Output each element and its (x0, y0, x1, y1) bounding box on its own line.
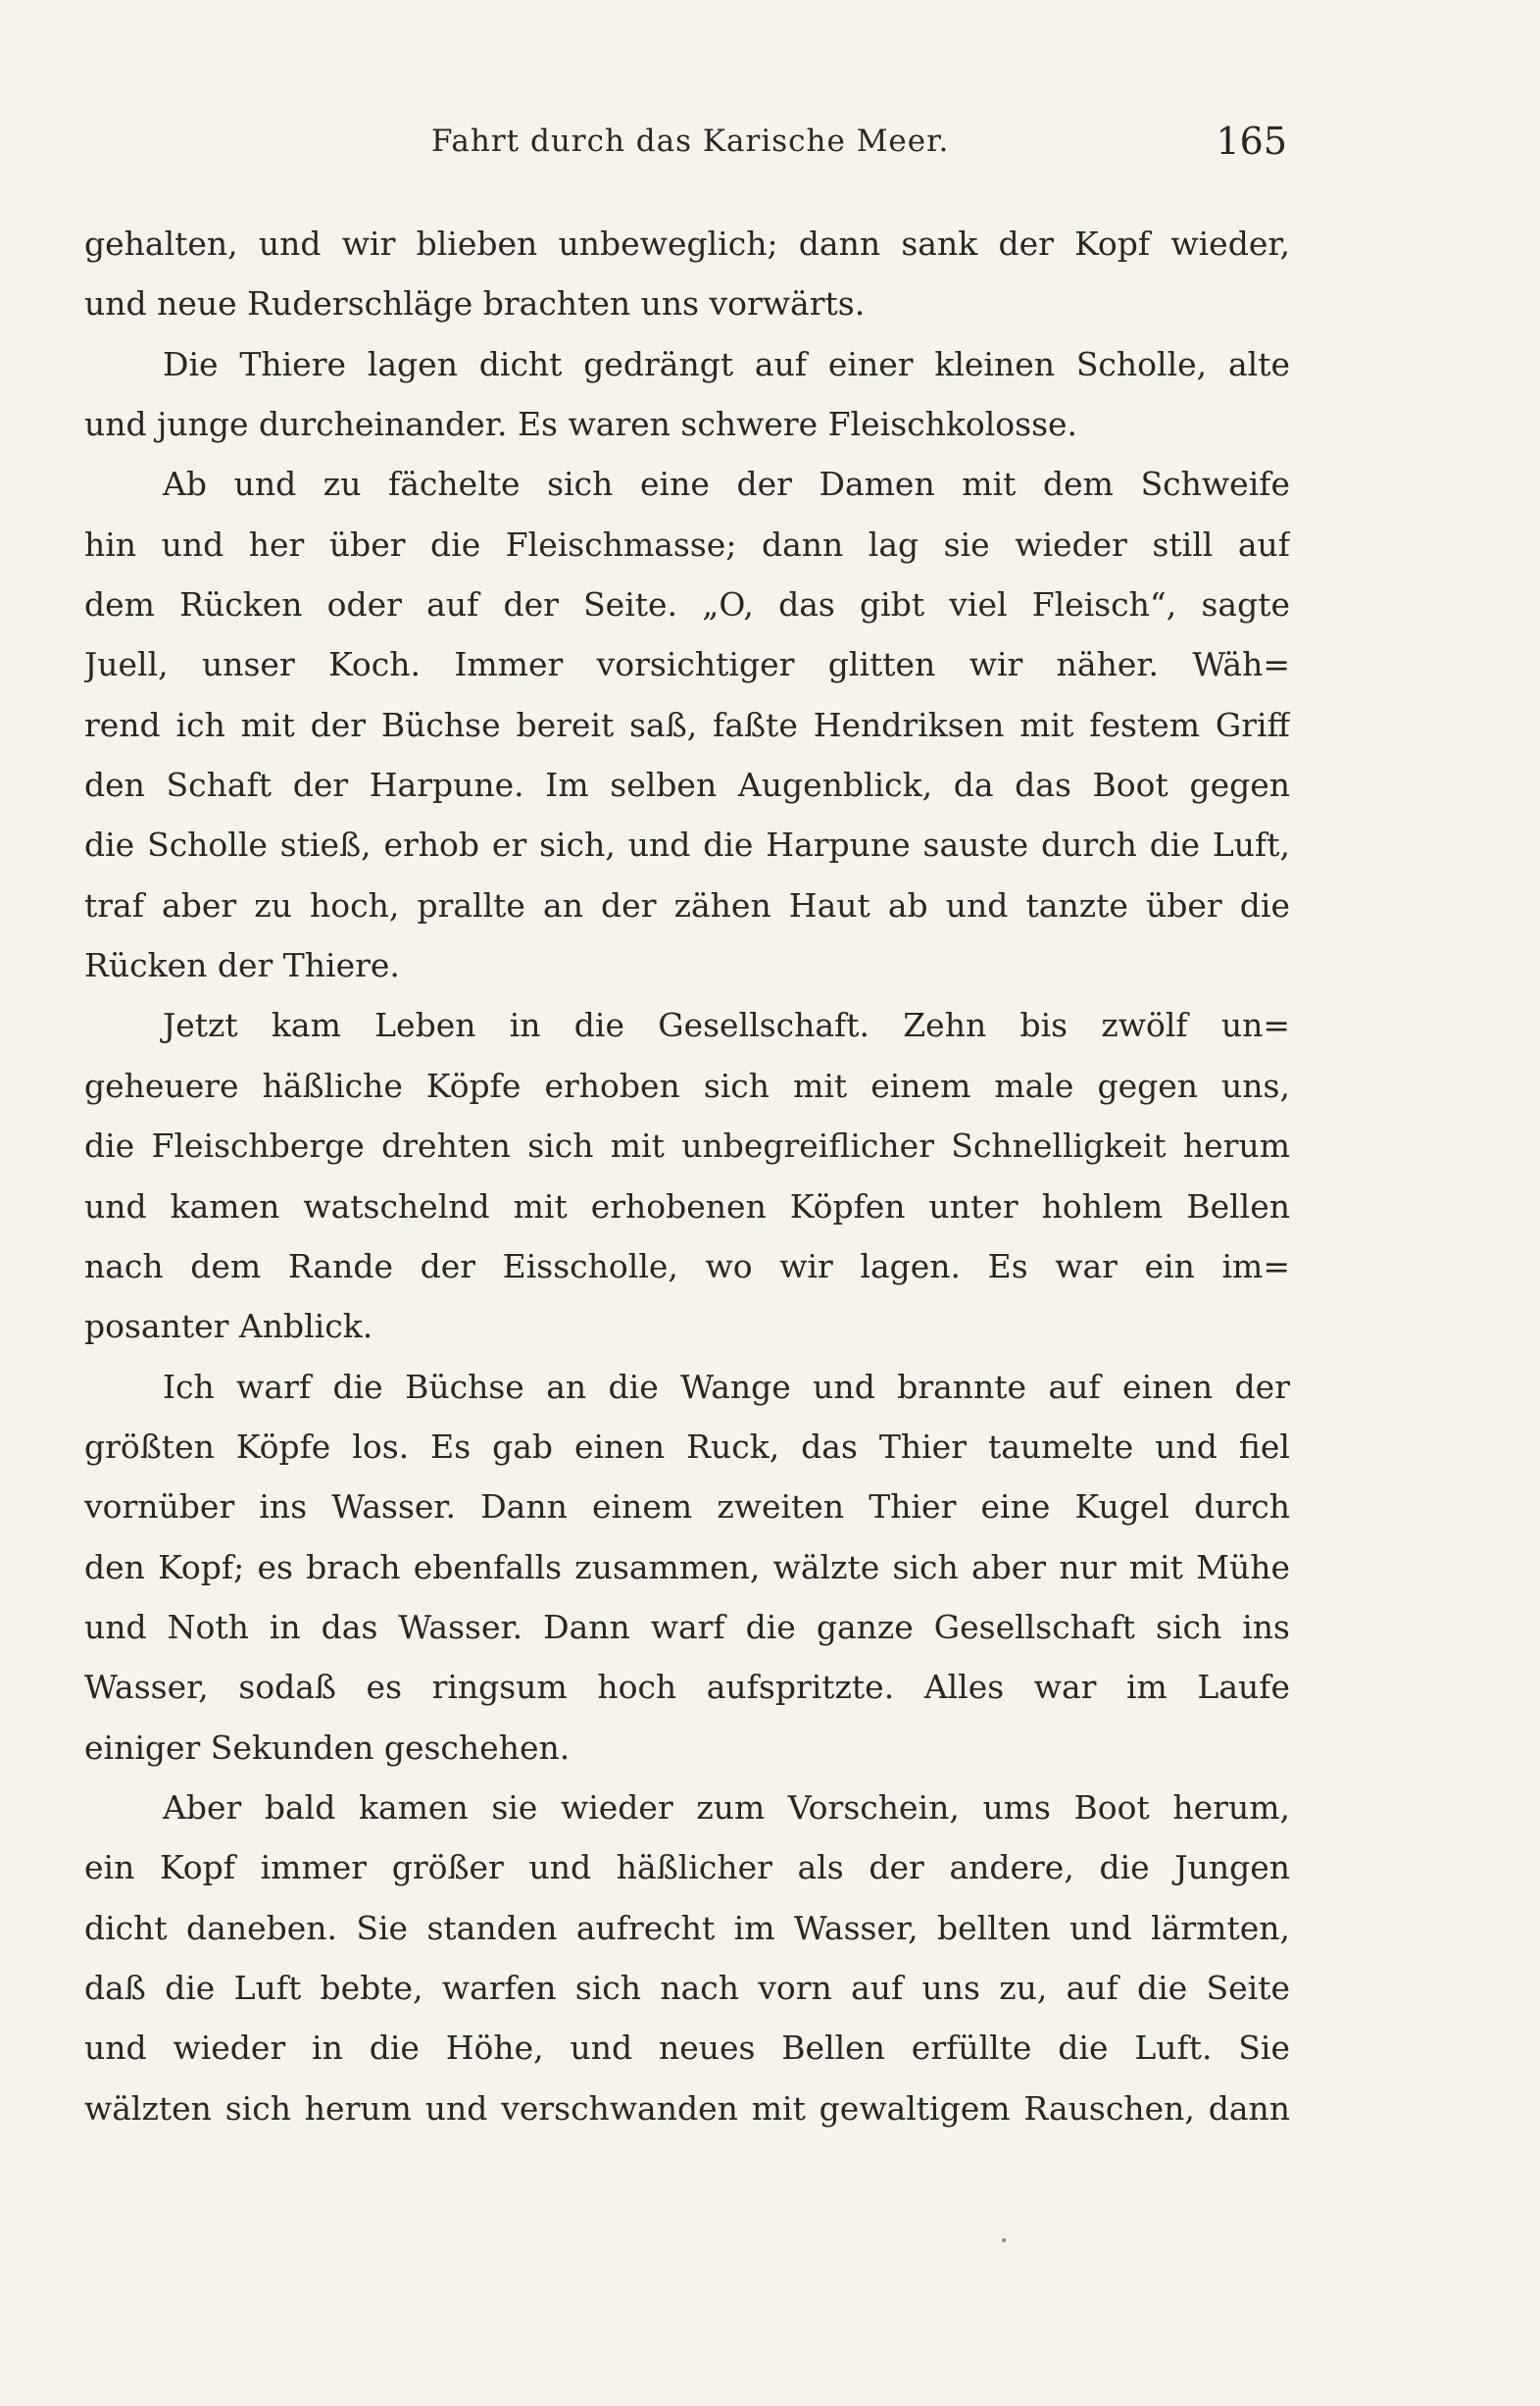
text-line: Jetzt kam Leben in die Gesellschaft. Zehn bis zwölf un= (163, 1006, 1290, 1045)
text-line: und junge durcheinander. Es waren schwere Fleischkolosse. (84, 405, 1078, 444)
text-line: nach dem Rande der Eisscholle, wo wir lagen. Es war ein im= (84, 1246, 1290, 1285)
text-line: die Fleischberge drehten sich mit unbegreiflicher Schnelligkeit herum (84, 1127, 1290, 1166)
text-line: Aber bald kamen sie wieder zum Vorschein, ums Boot herum, (163, 1787, 1290, 1827)
text-line: Die Thiere lagen dicht gedrängt auf einer kleinen Scholle, alte (163, 344, 1290, 383)
text-line: und Noth in das Wasser. Dann warf die ganze Gesellschaft sich ins (84, 1607, 1290, 1646)
text-line: wälzten sich herum und verschwanden mit gewaltigem Rauschen, dann (84, 2088, 1290, 2128)
text-line: dicht daneben. Sie standen aufrecht im Wasser, bellten und lärmten, (84, 1908, 1290, 1947)
running-title: Fahrt durch das Karische Meer. (431, 124, 950, 159)
text-line: Juell, unser Koch. Immer vorsichtiger glitten wir näher. Wäh= (84, 645, 1290, 684)
body-text (84, 214, 1290, 2138)
text-line: und neue Ruderschläge brachten uns vorwärts. (84, 284, 866, 324)
text-line: rend ich mit der Büchse bereit saß, faßte Hendriksen mit festem Griff (84, 705, 1290, 744)
text-line: den Schaft der Harpune. Im selben Augenblick, da das Boot gegen (84, 766, 1290, 805)
text-line: Rücken der Thiere. (84, 946, 400, 985)
text-line: und wieder in die Höhe, und neues Bellen erfüllte die Luft. Sie (84, 2029, 1290, 2068)
text-line: Ich warf die Büchse an die Wange und brannte auf einen der (163, 1367, 1290, 1406)
text-line: dem Rücken oder auf der Seite. „O, das gibt viel Fleisch“, sagte (84, 585, 1290, 625)
text-line: Ab und zu fächelte sich eine der Damen mit dem Schweife (163, 465, 1290, 504)
text-line: hin und her über die Fleischmasse; dann lag sie wieder still auf (84, 525, 1290, 564)
text-line: daß die Luft bebte, warfen sich nach vorn auf uns zu, auf die Seite (84, 1968, 1290, 2007)
text-line: gehalten, und wir blieben unbeweglich; dann sank der Kopf wieder, (84, 225, 1290, 263)
text-line: die Scholle stieß, erhob er sich, und die Harpune sauste durch die Luft, (84, 826, 1290, 865)
text-line: posanter Anblick. (84, 1307, 373, 1346)
text-line: Wasser, sodaß es ringsum hoch aufspritzte. Alles war im Laufe (84, 1668, 1290, 1707)
text-line: größten Köpfe los. Es gab einen Ruck, das Thier taumelte und fiel (84, 1427, 1290, 1466)
text-line: traf aber zu hoch, prallte an der zähen Haut ab und tanzte über die (84, 885, 1290, 925)
paper-speck (1002, 2238, 1006, 2242)
text-line: ein Kopf immer größer und häßlicher als der andere, die Jungen (84, 1848, 1290, 1887)
text-line: und kamen watschelnd mit erhobenen Köpfen unter hohlem Bellen (84, 1186, 1290, 1226)
text-line: den Kopf; es brach ebenfalls zusammen, wälzte sich aber nur mit Mühe (84, 1547, 1290, 1586)
text-line: vornüber ins Wasser. Dann einem zweiten Thier eine Kugel durch (84, 1487, 1290, 1527)
page-number: 165 (1216, 120, 1287, 163)
text-line: geheuere häßliche Köpfe erhoben sich mit einem male gegen uns, (84, 1066, 1290, 1105)
running-head (0, 120, 1540, 182)
text-line: einiger Sekunden geschehen. (84, 1728, 571, 1767)
